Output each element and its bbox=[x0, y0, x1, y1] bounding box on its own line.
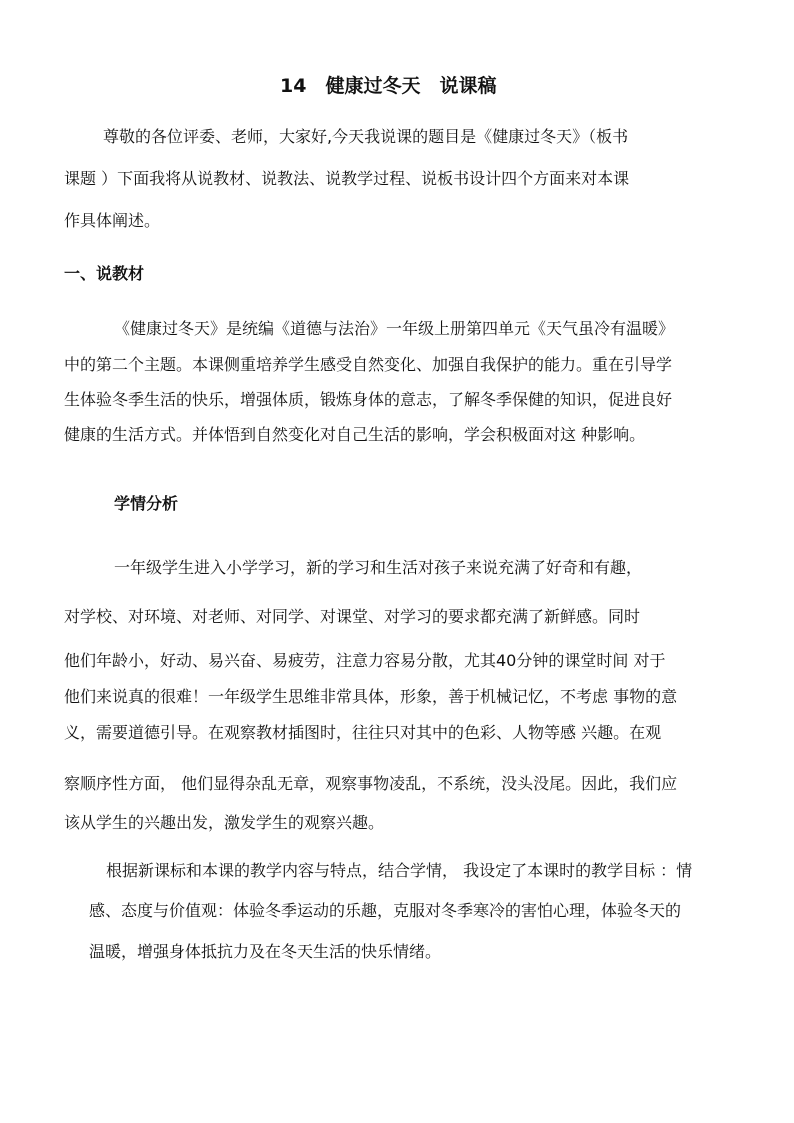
page-title: 14 健康过冬天 说课稿 bbox=[280, 75, 497, 97]
analysis-line-6: 察顺序性方面， 他们显得杂乱无章，观察事物凌乱，不系统，没头没尾。因此，我们应 bbox=[64, 774, 678, 793]
goal-line-2: 感、态度与价值观：体验冬季运动的乐趣，克服对冬季寒冷的害怕心理，体验冬天的 bbox=[89, 901, 682, 920]
analysis-line-7: 该从学生的兴趣出发，激发学生的观察兴趣。 bbox=[64, 813, 385, 832]
analysis-line-1: 一年级学生进入小学学习，新的学习和生活对孩子来说充满了好奇和有趣， bbox=[114, 558, 643, 577]
section-heading-teaching-material: 一、说教材 bbox=[64, 264, 145, 283]
material-line-4: 健康的生活方式。并体悟到自然变化对自己生活的影响，学会积极面对这 种影响。 bbox=[64, 425, 646, 444]
analysis-line-2: 对学校、对环境、对老师、对同学、对课堂、对学习的要求都充满了新鲜感。同时 bbox=[64, 607, 641, 626]
analysis-line-3: 他们年龄小，好动、易兴奋、易疲劳，注意力容易分散，尤其40分钟的课堂时间 对于 bbox=[64, 651, 666, 670]
intro-line-1: 尊敬的各位评委、老师，大家好,今天我说课的题目是《健康过冬天》（板书 bbox=[103, 127, 629, 146]
section-heading-student-analysis: 学情分析 bbox=[114, 494, 179, 513]
material-line-1: 《健康过冬天》是统编《道德与法治》一年级上册第四单元《天气虽冷有温暖》 bbox=[114, 319, 675, 338]
material-line-2: 中的第二个主题。本课侧重培养学生感受自然变化、加强自我保护的能力。重在引导学 bbox=[64, 355, 673, 374]
goal-line-1: 根据新课标和本课的教学内容与特点，结合学情， 我设定了本课时的教学目标 ：情 bbox=[106, 861, 693, 880]
intro-line-3: 作具体阐述。 bbox=[64, 211, 161, 230]
intro-line-2: 课题 ）下面我将从说教材、说教法、说教学过程、说板书设计四个方面来对本课 bbox=[64, 169, 630, 188]
analysis-line-5: 义，需要道德引导。在观察教材插图时，往往只对其中的色彩、人物等感 兴趣。在观 bbox=[64, 723, 662, 742]
analysis-line-4: 他们来说真的很难！一年级学生思维非常具体，形象，善于机械记忆，不考虑 事物的意 bbox=[64, 687, 678, 706]
goal-line-3: 温暖，增强身体抵抗力及在冬天生活的快乐情绪。 bbox=[89, 942, 442, 961]
material-line-3: 生体验冬季生活的快乐，增强体质，锻炼身体的意志，了解冬季保健的知识，促进良好 bbox=[64, 390, 673, 409]
